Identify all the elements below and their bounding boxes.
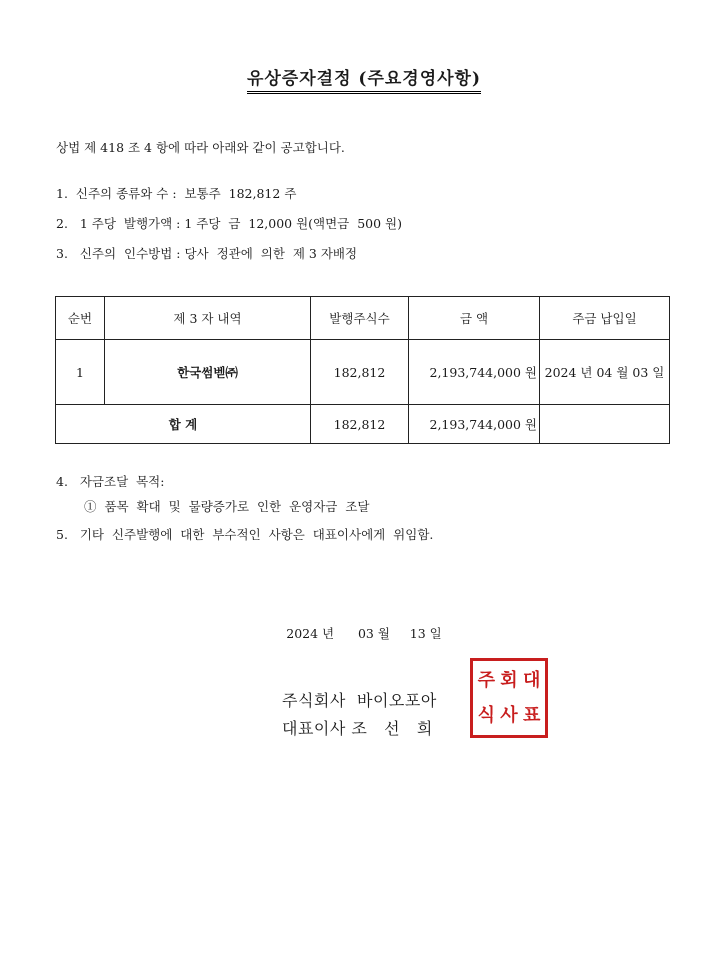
header-payment-date: 주금 납입일 [540, 297, 670, 340]
ceo-name: 대표이사 조 선 희 [282, 719, 433, 738]
cell-no: 1 [56, 340, 105, 405]
table-header-row [56, 297, 670, 340]
intro-text: 상법 제 418 조 4 항에 따라 아래와 같이 공고합니다. [56, 140, 345, 155]
total-amount: 2,193,744,000 원 [409, 405, 540, 444]
item-4: 4. 자금조달 목적: [56, 474, 165, 489]
header-no: 순번 [56, 297, 105, 340]
header-party: 제 3 자 내역 [105, 297, 311, 340]
table-row [56, 340, 670, 405]
total-empty-cell [540, 405, 670, 444]
item-4-sub: ① 품목 확대 및 물량증가로 인한 운영자금 조달 [84, 499, 370, 514]
cell-amount: 2,193,744,000 원 [409, 340, 540, 405]
seal-char: 대 [522, 669, 541, 691]
cell-shares: 182,812 [311, 340, 409, 405]
total-shares: 182,812 [311, 405, 409, 444]
seal-char: 회 [500, 669, 518, 691]
header-amount: 금 액 [409, 297, 540, 340]
header-shares: 발행주식수 [311, 297, 409, 340]
cell-payment-date: 2024 년 04 월 03 일 [540, 340, 670, 405]
title-text: 유상증자결정 (주요경영사항) [247, 69, 481, 94]
item-1: 1. 신주의 종류와 수 : 보통주 182,812 주 [56, 186, 297, 201]
allocation-table [55, 296, 670, 444]
item-5: 5. 기타 신주발행에 대한 부수적인 사항은 대표이사에게 위임함. [56, 527, 434, 542]
announcement-date [0, 624, 728, 642]
table-total-row [56, 405, 670, 444]
seal-char: 사 [500, 704, 518, 726]
seal-char: 표 [522, 704, 541, 726]
seal-char: 식 [477, 704, 496, 726]
document-title [0, 64, 728, 89]
item-3: 3. 신주의 인수방법 : 당사 정관에 의한 제 3 자배정 [56, 246, 358, 261]
total-label: 합 계 [56, 405, 311, 444]
cell-party: 한국썸벧㈜ [105, 340, 311, 405]
seal-char: 주 [477, 669, 496, 691]
date-text: 2024 년 03 월 13 일 [286, 626, 442, 641]
company-name: 주식회사 바이오포아 [282, 691, 437, 710]
item-2: 2. 1 주당 발행가액 : 1 주당 금 12,000 원(액면금 500 원) [56, 216, 402, 231]
company-seal-icon [470, 658, 548, 738]
